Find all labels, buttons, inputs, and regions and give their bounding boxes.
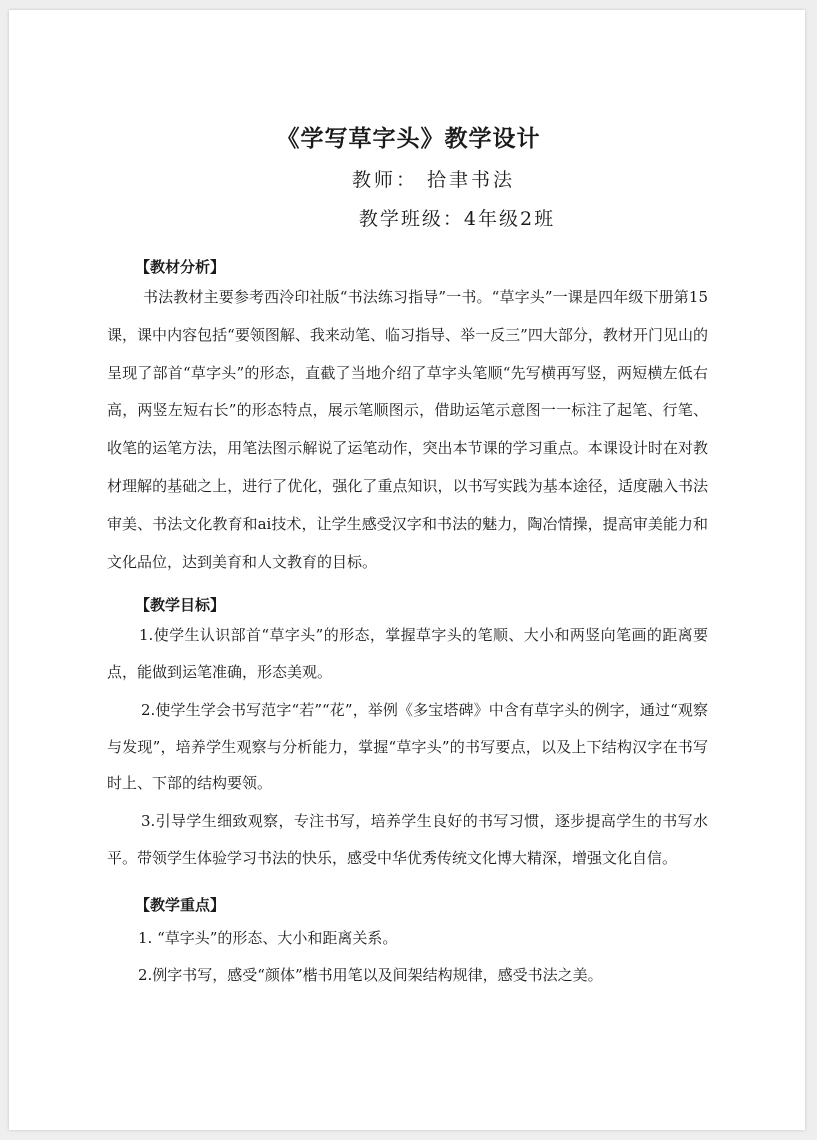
key-point-item-2: 2.例字书写，感受“颜体”楷书用笔以及间架结构规律，感受书法之美。 [138, 966, 603, 984]
document-title: 《学写草字头》教学设计 [276, 125, 541, 152]
class-line: 教学班级：4年级2班 [358, 208, 556, 230]
goal-item-2: 2.使学生学会书写范字“若”“花”，举例《多宝塔碑》中含有草字头的例字，通过“观察与发现”，培养学生观察与分析能力，掌握“草字头”的书写要点，以及上下结构汉字在书写时上、下部的结构要领。 [107, 701, 708, 792]
teacher-line: 教师： 拾聿书法 [351, 169, 516, 191]
material-heading: 【教材分析】 [135, 258, 226, 276]
goals-heading: 【教学目标】 [135, 596, 226, 614]
goal-item-1: 1.使学生认识部首“草字头”的形态，掌握草字头的笔顺、大小和两竖向笔画的距离要点，能做到运笔准确，形态美观。 [107, 626, 708, 681]
key-points-heading: 【教学重点】 [135, 896, 226, 914]
key-point-item-1: 1. “草字头”的形态、大小和距离关系。 [138, 929, 398, 947]
material-paragraph: 书法教材主要参考西泠印社版“书法练习指导”一书。“草字头”一课是四年级下册第15课，课中内容包括“要领图解、我来动笔、临习指导、举一反三”四大部分，教材开门见山的呈现了部首“草字头”的形态，直截了当地介绍了草字头笔顺“先写横再写竖，两短横左低右高，两竖左短右长”的形态特点，展示笔顺图示，借助运笔示意图一一标注了起笔、行笔、收笔的运笔方法，用笔法图示解说了运笔动作，突出本节课的学习重点。本课设计时在对教材理解的基础之上，进行了优化，强化了重点知识，以书写实践为基本途径，适度融入书法审美、书法文化教育和ai技术，让学生感受汉字和书法的魅力，陶冶情操，提高审美能力和文化品位，达到美育和人文教育的目标。 [107, 288, 708, 571]
goal-item-3: 3.引导学生细致观察，专注书写，培养学生良好的书写习惯，逐步提高学生的书写水平。带领学生体验学习书法的快乐，感受中华优秀传统文化博大精深，增强文化自信。 [107, 812, 708, 867]
